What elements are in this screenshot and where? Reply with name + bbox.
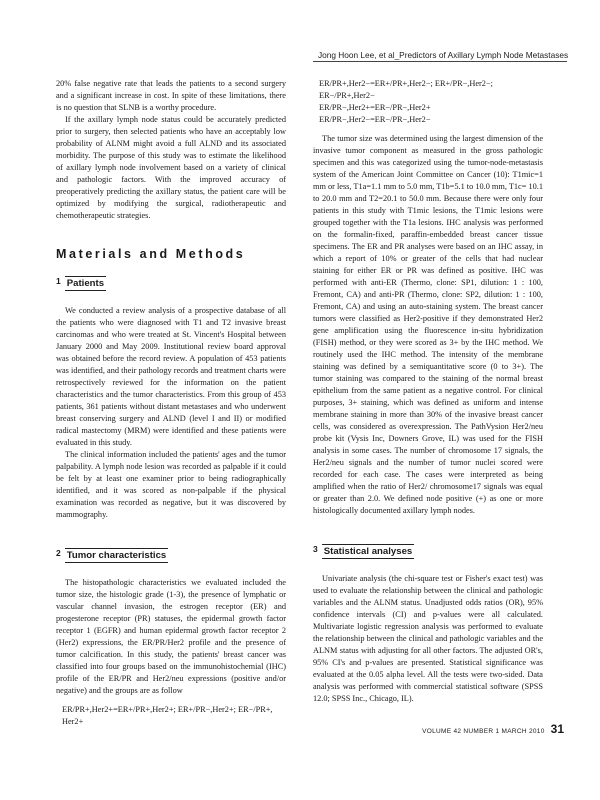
body-paragraph: We conducted a review analysis of a prospective database of all the patients who were diagnosed with T1 and T2 invasive breast carcinomas and who were treated at St. Vincent's Hospital between January 2000 and May 2009. Institutional review board approval was obtained before the record review. A population of 453 patients was identified, and their pathology records and treatment charts were retrospectively reviewed for the information on the patient characteristics and the tumor characteristics. From this group of 453 patients, 361 patients without distant metastases and who underwent breast conserving surgery and ALND (level I and II) or modified radical mastectomy (MRM) were identified and these patients were evaluated in this study. bbox=[56, 306, 286, 447]
volume-info: VOLUME 42 NUMBER 1 MARCH 2010 bbox=[422, 728, 545, 735]
subsection-number: 1 bbox=[56, 276, 61, 286]
subsection-heading-statistical-analyses bbox=[313, 544, 543, 559]
intro-paragraph: If the axillary lymph node status could be accurately predicted prior to surgery, then selected patients who have an acceptably low probability of ALNM might avoid a full ALND and its associated morbidity. The purpose of this study was to estimate the likelihood of axillary lymph node involvement based on a variety of clinical and pathologic factors. With the improved accuracy of preoperatively predicting the axillary status, the patient care will be optimized by modifying the surgical, radiotherapeutic and chemotherapeutic strategies. bbox=[56, 115, 286, 220]
page-number: 31 bbox=[550, 722, 564, 736]
page-footer bbox=[422, 722, 564, 736]
header-rule bbox=[313, 61, 567, 62]
subsection-title: Statistical analyses bbox=[323, 546, 413, 557]
right-column bbox=[313, 78, 543, 705]
body-paragraph: The histopathologic characteristics we evaluated included the tumor size, the histologic grade (1-3), the presence of lymphatic or vascular channel invasion, the estrogen receptor (ER) and progesterone receptor (PR) statuses, the epidermal growth factor receptor 1 (EGFR) and human epidermal growth factor receptor 2 (Her2) expressions, the ER/PR/Her2 profile and the presence of tumor calcification. In this study, the patients' breast cancer was classified into four groups based on the immunohistochemial (IHC) profile of the ER/PR and Her2/neu expressions (positive and/or negative) and the groups are as follow bbox=[56, 578, 286, 695]
subsection-heading-patients bbox=[56, 276, 286, 291]
subsection-number: 3 bbox=[313, 544, 318, 554]
formula-line: ER/PR+,Her2+=ER+/PR+,Her2+; ER+/PR−,Her2+; ER−/PR+, Her2+ bbox=[62, 705, 273, 726]
subsection-heading-tumor-characteristics bbox=[56, 548, 286, 563]
intro-paragraph: 20% false negative rate that leads the patients to a second surgery and a significant increase in cost. In spite of these limitations, there is no question that SLNB is a worthy procedure. bbox=[56, 79, 286, 112]
formula-line: ER/PR+,Her2−=ER+/PR+,Her2−; ER+/PR−,Her2−; ER−/PR+,Her2− bbox=[319, 79, 493, 100]
subsection-title: Patients bbox=[66, 278, 105, 289]
body-paragraph: The tumor size was determined using the largest dimension of the invasive tumor component as measured in the gross pathologic specimen and this was categorized using the tumor-node-metastasis system of the American Joint Committee on Cancer (10): T1mic=1 mm or less, T1a=1.1 mm to 5.0 mm, T1b=5.1 to 10.0 mm, T1c= 10.1 to 20.0 mm and T2=20.1 to 50.0 mm. Because there were only four patients in this study with T1mic lesions, the T1mic lesions were grouped together with the T1a lesions. IHC analysis was performed on the formalin-fixed, paraffin-embedded breast cancer tissue specimens. The ER and PR analyses were based on an IHC assay, in which a report of 10% or greater of the cells that had nuclear staining for either ER or PR was defined as positive. IHC was performed with anti-ER (Thermo, clone: SP1, dilution: 1 : 100, Fremont, CA) and anti-PR (Thermo, clone: SP2, dilution: 1 : 100, Fremont, CA) and using an auto-staining system. The breast cancer tumors were classified as Her2-positive if they demonstrated Her2 gene amplification using the fluorescence in-situ hybridization (FISH) method, or they were scored as 3+ by the IHC method. We routinely used the IHC method. The intensity of the membrane staining was defined by a semiquantitative score (0 to 3+). The tumor staining was compared to the staining of the normal breast epithelium from the same patient as a negative control. For clinical purposes, 3+ staining, which was defined as uniform and intense membrane staining in more than 30% of the invasive breast cancer cells, was considered as overexpression. The PathVysion Her2/neu probe kit (Vysis Inc, Downers Grove, IL) was used for the FISH analysis in some cases. The number of chromosome 17 signals, the Her2/neu signals and the number of tumor nuclei scored were recorded for each case. The cases were interpreted as being amplified when the ratio of Her2/ chromosome17 signals was equal or greater than 2.0. We defined node positive (+) as one or more histologically documented axillary lymph nodes. bbox=[313, 134, 543, 515]
subsection-title: Tumor characteristics bbox=[66, 550, 167, 561]
subsection-number: 2 bbox=[56, 548, 61, 558]
running-header: Jong Hoon Lee, et al_Predictors of Axillary Lymph Node Metastases bbox=[318, 50, 569, 60]
body-paragraph: Univariate analysis (the chi-square test or Fisher's exact test) was used to evaluate the relationship between the clinical and pathologic variables and the ALNM status. Unadjusted odds ratios (OR), 95% confidence intervals (CI) and p-values were all calculated. Multivariate logistic regression analysis was performed to evaluate the relationship between the clinical and pathologic variables and the ALNM status with adjusting for all other factors. The adjusted OR's, 95% CI's and p-values are presented. Statistical significance was evaluated at the 0.05 alpha level. All the tests were two-sided. Data analysis was performed with commercial statistical software (SPSS 12.0; SPSS Inc., Chicago, IL). bbox=[313, 574, 543, 703]
left-column bbox=[56, 78, 286, 728]
section-heading-materials-methods: Materials and Methods bbox=[56, 247, 246, 261]
formula-line: ER/PR−,Her2−=ER−/PR−,Her2− bbox=[319, 115, 431, 124]
formula-line: ER/PR−,Her2+=ER−/PR−,Her2+ bbox=[319, 103, 431, 112]
body-paragraph: The clinical information included the patients' ages and the tumor palpability. A lymph node lesion was recorded as palpable if it could be felt by at least one examiner prior to being radiographically identified, and it was scored as non-palpable if the physical examination was recorded as negative, but it was discovered by mammography. bbox=[56, 450, 286, 519]
